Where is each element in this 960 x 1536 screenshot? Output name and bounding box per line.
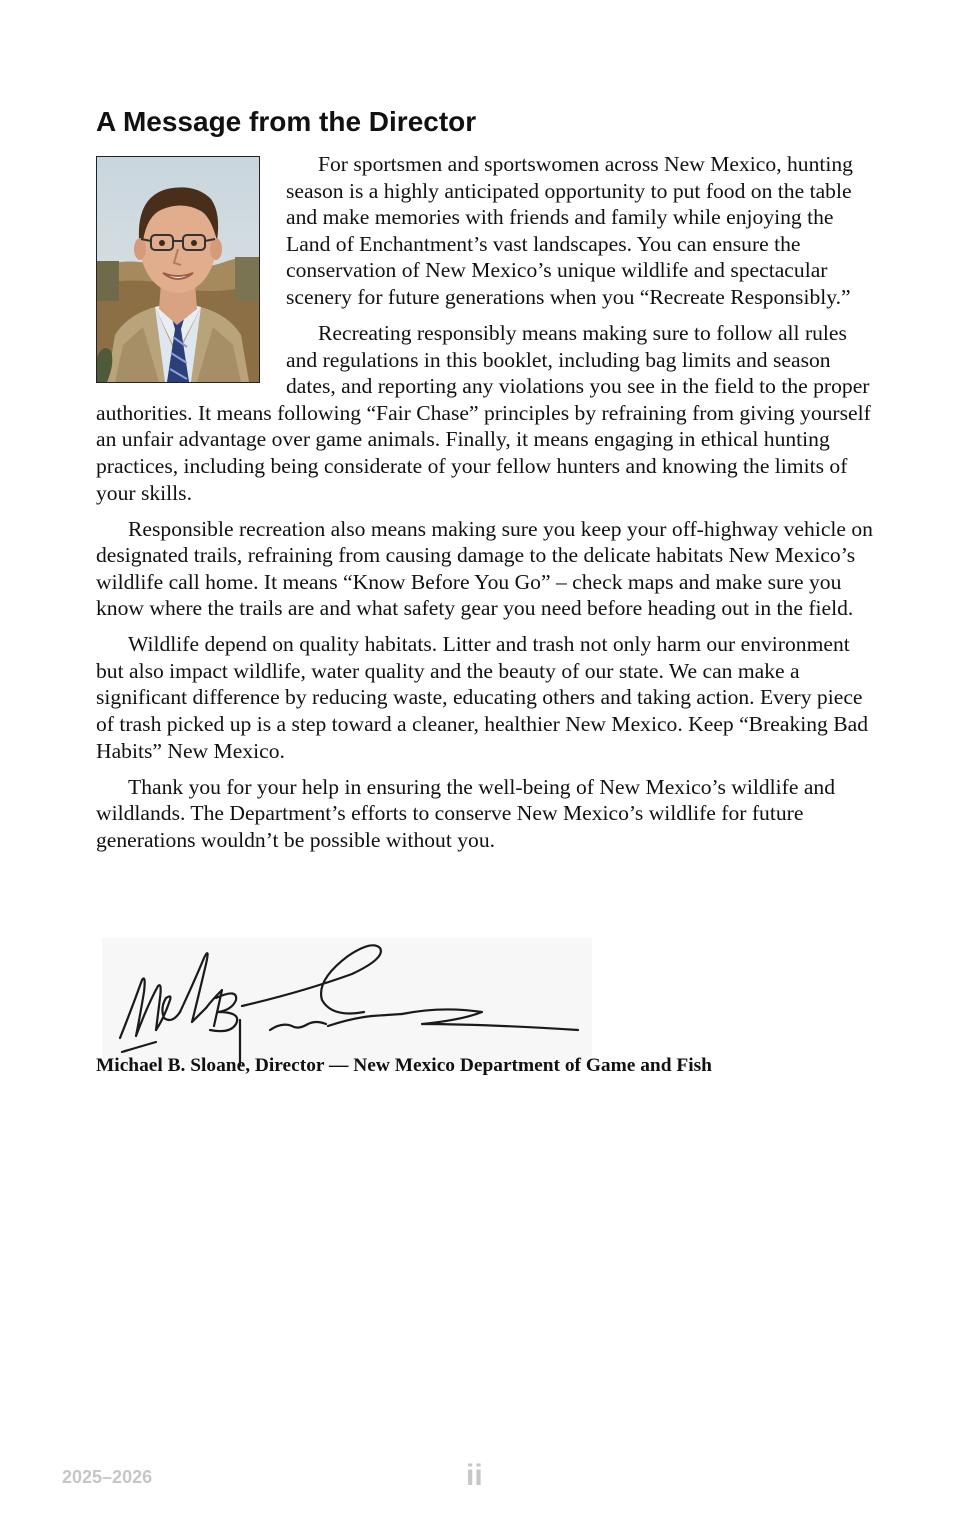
signer-caption: Michael B. Sloane, Director — New Mexico Department of Game and Fish — [96, 1055, 712, 1076]
director-portrait — [96, 156, 260, 383]
letter-paragraph: Wildlife depend on quality habitats. Litter and trash not only harm our environment but also impact wildlife, water quality and the beauty of our state. We can make a significant difference by reducing waste, educating others and taking action. Every piece of trash picked up is a step toward a cleaner, healthier New Mexico. Keep “Breaking Bad Habits” New Mexico. — [96, 632, 869, 763]
letter-body — [96, 151, 874, 863]
footer-page-number: ii — [466, 1459, 483, 1492]
letter-paragraph: For sportsmen and sportswomen across New Mexico, hunting season is a highly anticipated opportunity to put food on the table and make memories with friends and family while enjoying the Land of Enchantment’s vast landscapes. You can ensure the conservation of New Mexico’s unique wildlife and spectacular scenery for future generations when you “Recreate Responsibly.” — [286, 152, 853, 309]
director-signature — [102, 938, 592, 1066]
handwritten-signature-image — [102, 938, 592, 1066]
page-title: A Message from the Director — [96, 106, 477, 137]
footer-year-range: 2025–2026 — [62, 1467, 153, 1487]
letter-paragraph: Recreating responsibly means making sure to follow all rules and regulations in this booklet, including bag limits and season dates, and reporting any violations you see in the field to the proper authorities. It means following “Fair Chase” principles by refraining from giving yourself an unfair advantage over game animals. Finally, it means engaging in ethical hunting practices, including being considerate of your fellow hunters and knowing the limits of your skills. — [96, 320, 871, 505]
director-portrait-image — [97, 157, 259, 382]
letter-paragraph: Thank you for your help in ensuring the well-being of New Mexico’s wildlife and wildlands. The Department’s efforts to conserve New Mexico’s wildlife for future generations wouldn’t be possible without you. — [96, 774, 836, 852]
letter-paragraph: Responsible recreation also means making sure you keep your off-highway vehicle on designated trails, refraining from causing damage to the delicate habitats New Mexico’s wildlife call home. It means “Know Before You Go” – check maps and make sure you know where the trails are and what safety gear you need before heading out in the field. — [96, 516, 873, 621]
